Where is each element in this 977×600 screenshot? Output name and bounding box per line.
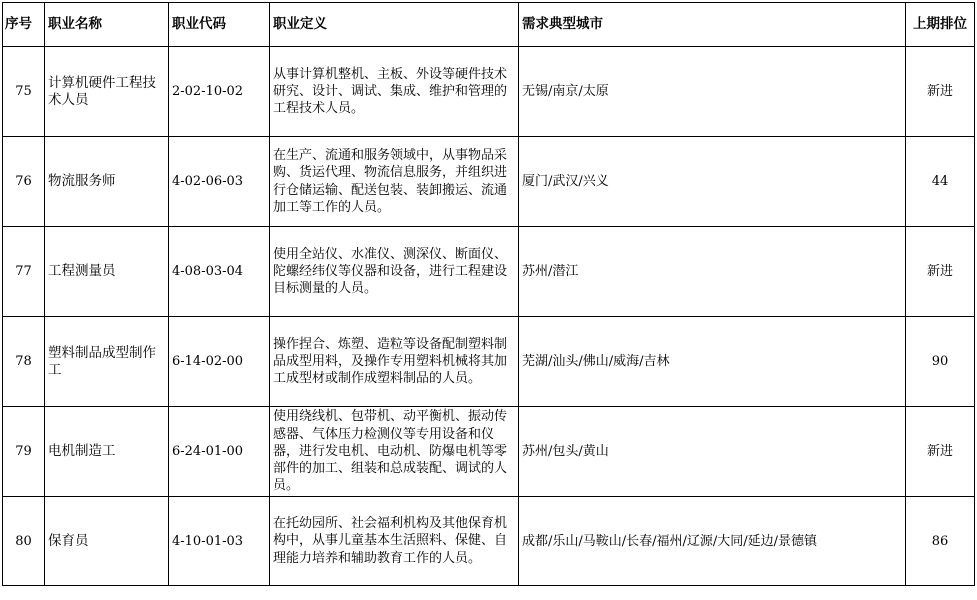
- table-row: [3, 407, 975, 497]
- cell-cities: 成都/乐山/马鞍山/长春/福州/辽源/大同/延边/景德镇: [519, 497, 906, 586]
- cell-cities: 厦门/武汉/兴义: [519, 137, 906, 227]
- header-definition: 职业定义: [270, 3, 519, 47]
- cell-code: 2-02-10-02: [169, 47, 270, 137]
- cell-definition: 使用全站仪、水准仪、测深仪、断面仪、陀螺经纬仪等仪器和设备，进行工程建设目标测量的人员。: [270, 227, 519, 317]
- cell-seq: 77: [3, 227, 45, 317]
- cell-seq: 76: [3, 137, 45, 227]
- table-row: [3, 137, 975, 227]
- cell-definition: 操作捏合、炼塑、造粒等设备配制塑料制品成型用料，及操作专用塑料机械将其加工成型材或制作成塑料制品的人员。: [270, 317, 519, 407]
- occupation-table: [2, 2, 975, 586]
- cell-last-rank: 新进: [906, 407, 975, 497]
- cell-seq: 78: [3, 317, 45, 407]
- cell-last-rank: 44: [906, 137, 975, 227]
- table-row: [3, 497, 975, 586]
- table-header-row: [3, 3, 975, 47]
- header-seq: 序号: [3, 3, 45, 47]
- header-cities: 需求典型城市: [519, 3, 906, 47]
- cell-name: 物流服务师: [45, 137, 169, 227]
- cell-last-rank: 新进: [906, 227, 975, 317]
- table-row: [3, 227, 975, 317]
- cell-definition: 使用绕线机、包带机、动平衡机、振动传感器、气体压力检测仪等专用设备和仪器，进行发电机、电动机、防爆电机等零部件的加工、组装和总成装配、调试的人员。: [270, 407, 519, 497]
- cell-name: 塑料制品成型制作工: [45, 317, 169, 407]
- cell-code: 4-02-06-03: [169, 137, 270, 227]
- cell-seq: 75: [3, 47, 45, 137]
- cell-name: 电机制造工: [45, 407, 169, 497]
- cell-name: 工程测量员: [45, 227, 169, 317]
- cell-definition: 在托幼园所、社会福利机构及其他保育机构中，从事儿童基本生活照料、保健、自理能力培养和辅助教育工作的人员。: [270, 497, 519, 586]
- cell-code: 6-14-02-00: [169, 317, 270, 407]
- cell-code: 4-10-01-03: [169, 497, 270, 586]
- cell-last-rank: 86: [906, 497, 975, 586]
- table-row: [3, 47, 975, 137]
- cell-cities: 苏州/包头/黄山: [519, 407, 906, 497]
- cell-name: 计算机硬件工程技术人员: [45, 47, 169, 137]
- cell-seq: 80: [3, 497, 45, 586]
- cell-code: 6-24-01-00: [169, 407, 270, 497]
- cell-last-rank: 90: [906, 317, 975, 407]
- cell-name: 保育员: [45, 497, 169, 586]
- cell-cities: 无锡/南京/太原: [519, 47, 906, 137]
- cell-cities: 苏州/潜江: [519, 227, 906, 317]
- header-last-rank: 上期排位: [906, 3, 975, 47]
- header-code: 职业代码: [169, 3, 270, 47]
- cell-definition: 在生产、流通和服务领域中，从事物品采购、货运代理、物流信息服务，并组织进行仓储运输、配送包装、装卸搬运、流通加工等工作的人员。: [270, 137, 519, 227]
- table-row: [3, 317, 975, 407]
- cell-last-rank: 新进: [906, 47, 975, 137]
- cell-definition: 从事计算机整机、主板、外设等硬件技术研究、设计、调试、集成、维护和管理的工程技术人员。: [270, 47, 519, 137]
- header-name: 职业名称: [45, 3, 169, 47]
- cell-seq: 79: [3, 407, 45, 497]
- cell-code: 4-08-03-04: [169, 227, 270, 317]
- cell-cities: 芜湖/汕头/佛山/威海/吉林: [519, 317, 906, 407]
